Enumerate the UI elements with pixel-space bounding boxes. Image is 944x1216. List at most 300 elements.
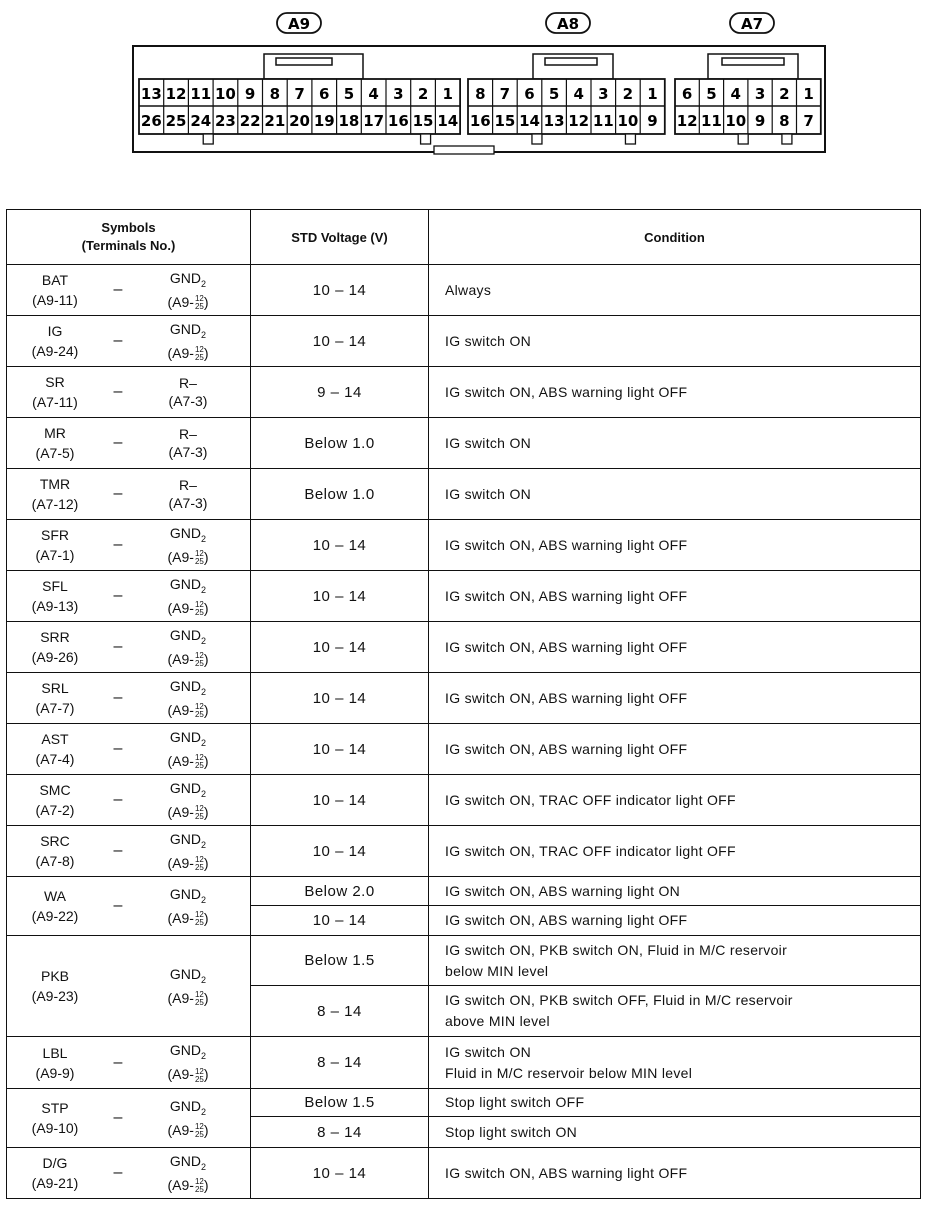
pin-number: 10 <box>725 112 747 130</box>
ground-base: GND <box>169 1152 202 1169</box>
signal-name: BAT <box>41 272 69 288</box>
ground-terminal-suffix: ) <box>203 293 209 310</box>
reference-terminal <box>133 575 243 617</box>
condition-cell <box>429 316 921 367</box>
signal-terminal <box>7 474 103 514</box>
dash-separator: – <box>113 587 123 604</box>
fraction-bottom: 25 <box>194 863 204 873</box>
pin-number: 19 <box>313 112 335 130</box>
signal-terminal <box>7 270 103 310</box>
condition-line: IG switch ON, ABS warning light OFF <box>445 912 688 928</box>
condition-line: IG switch ON, ABS warning light OFF <box>445 383 688 400</box>
condition-line: IG switch ON, PKB switch ON, Fluid in M/C reservoir <box>445 941 788 958</box>
signal-terminal-number: (A7-8) <box>35 853 75 869</box>
reference-terminal <box>133 677 243 719</box>
ground-name <box>133 885 243 909</box>
std-voltage-cell: 8 – 14 <box>251 1037 429 1089</box>
pin-number: 2 <box>417 85 429 103</box>
symbol-pair <box>7 1089 250 1147</box>
ground-base: GND <box>169 1042 202 1059</box>
condition-line: above MIN level <box>445 1013 550 1029</box>
signal-name: SRC <box>40 833 70 849</box>
condition-line: IG switch ON, ABS warning light OFF <box>445 1164 688 1181</box>
ground-terminal-number <box>133 803 243 821</box>
ground-subscript: 2 <box>201 839 207 850</box>
fraction-bottom: 25 <box>194 761 204 771</box>
std-voltage-cell: Below 1.0 <box>251 418 429 469</box>
signal-terminal-number: (A9-13) <box>31 598 79 614</box>
condition-cell <box>429 826 921 877</box>
condition-line: IG switch ON, TRAC OFF indicator light OFF <box>445 791 736 808</box>
signal-terminal <box>7 627 103 667</box>
ground-terminal-prefix: (A9- <box>167 989 194 1006</box>
fraction-top: 12 <box>194 1066 204 1076</box>
connector-key-tab <box>532 134 542 144</box>
pin-number: 12 <box>676 112 698 130</box>
ground-terminal-prefix: (A9- <box>167 909 194 926</box>
condition-cell <box>429 986 921 1037</box>
condition-cell <box>429 906 921 936</box>
std-voltage-cell: 8 – 14 <box>251 986 429 1037</box>
terminal-voltage-table <box>6 209 921 1199</box>
condition-cell <box>429 673 921 724</box>
ground-terminal-fraction <box>195 1068 204 1084</box>
ground-terminal-number <box>133 1176 243 1194</box>
connector-label: A8 <box>556 15 580 33</box>
symbol-cell <box>7 775 251 826</box>
fraction-bottom: 25 <box>194 659 204 669</box>
connector-bottom-latch <box>434 146 494 154</box>
ground-name <box>133 575 243 599</box>
signal-terminal <box>7 831 103 871</box>
ground-terminal-suffix: ) <box>203 752 209 769</box>
reference-terminal <box>133 728 243 770</box>
std-voltage-cell: 10 – 14 <box>251 906 429 936</box>
reference-terminal <box>133 1041 243 1083</box>
std-voltage-cell: 10 – 14 <box>251 520 429 571</box>
symbol-cell <box>7 826 251 877</box>
signal-terminal-number: (A9-9) <box>35 1064 75 1081</box>
ground-base: GND <box>169 779 202 796</box>
reference-terminal <box>133 965 243 1007</box>
signal-terminal-number: (A9-21) <box>31 1175 79 1191</box>
fraction-bottom: 25 <box>194 353 204 363</box>
ground-terminal-number <box>133 650 243 668</box>
condition-cell <box>429 367 921 418</box>
pin-number: 5 <box>706 85 717 103</box>
fraction-top: 12 <box>194 294 204 304</box>
ground-name <box>133 626 243 650</box>
symbol-pair <box>7 265 250 315</box>
pin-number: 10 <box>617 112 639 130</box>
fraction-top: 12 <box>194 345 204 355</box>
fraction-top: 12 <box>194 1177 204 1187</box>
ground-subscript: 2 <box>201 1161 207 1172</box>
dash-separator: – <box>113 689 123 706</box>
std-voltage-cell: Below 2.0 <box>251 877 429 906</box>
ground-subscript: 2 <box>201 635 207 646</box>
ground-name <box>133 779 243 803</box>
fraction-top: 12 <box>194 910 204 920</box>
ground-terminal-prefix: (A9- <box>167 1121 194 1138</box>
condition-line: IG switch ON, TRAC OFF indicator light OFF <box>445 842 736 859</box>
ground-subscript: 2 <box>201 686 207 697</box>
pin-number: 14 <box>437 112 459 130</box>
symbol-cell <box>7 1148 251 1199</box>
pin-number: 2 <box>622 85 634 103</box>
pin-number: 3 <box>598 85 609 103</box>
condition-cell <box>429 265 921 316</box>
reference-terminal <box>133 1152 243 1194</box>
symbols-header-line1: Symbols <box>101 220 156 235</box>
signal-terminal-number: (A7-5) <box>35 445 75 461</box>
ground-subscript: 2 <box>201 584 207 595</box>
signal-terminal <box>7 576 103 616</box>
signal-terminal-number: (A7-11) <box>32 394 78 410</box>
std-voltage-cell: 10 – 14 <box>251 1148 429 1199</box>
condition-cell <box>429 418 921 469</box>
ground-subscript: 2 <box>201 278 207 289</box>
ground-terminal-prefix: (A9- <box>167 1066 194 1083</box>
condition-line: IG switch ON, ABS warning light OFF <box>445 638 688 655</box>
pin-number: 14 <box>519 112 540 130</box>
reference-terminal <box>133 269 243 311</box>
table-row <box>7 418 921 469</box>
pin-number: 8 <box>779 112 790 130</box>
signal-name: STP <box>41 1100 69 1116</box>
symbol-cell <box>7 571 251 622</box>
symbol-pair <box>7 673 250 723</box>
fraction-bottom: 25 <box>194 710 204 720</box>
pin-number: 9 <box>244 85 256 103</box>
ground-terminal-suffix: ) <box>203 599 209 616</box>
condition-cell <box>429 520 921 571</box>
pin-number: 17 <box>363 112 385 130</box>
condition-line: Fluid in M/C reservoir below MIN level <box>445 1064 693 1081</box>
condition-line: Always <box>445 281 492 298</box>
connector-key-tab <box>625 134 635 144</box>
fraction-top: 12 <box>194 651 204 661</box>
connector-key-tab <box>203 134 213 144</box>
signal-terminal-number: (A7-7) <box>35 700 75 716</box>
ground-subscript: 2 <box>201 788 207 799</box>
std-voltage-cell: 10 – 14 <box>251 316 429 367</box>
signal-terminal <box>7 886 103 926</box>
dash-separator: – <box>113 1164 123 1181</box>
symbol-cell <box>7 418 251 469</box>
table-row <box>7 520 921 571</box>
symbol-cell <box>7 877 251 936</box>
ground-terminal-prefix: (A9- <box>167 752 194 769</box>
reference-terminal <box>133 425 243 461</box>
ground-name <box>133 1152 243 1176</box>
condition-cell <box>429 469 921 520</box>
pin-number: 1 <box>647 85 658 103</box>
signal-terminal-number: (A9-10) <box>31 1120 79 1136</box>
condition-header: Condition <box>429 210 921 265</box>
reference-terminal <box>133 626 243 668</box>
ground-name <box>133 320 243 344</box>
symbol-cell <box>7 367 251 418</box>
std-voltage-cell: 9 – 14 <box>251 367 429 418</box>
reference-terminal <box>133 1097 243 1139</box>
pin-number: 3 <box>754 85 766 103</box>
std-voltage-cell: 10 – 14 <box>251 673 429 724</box>
signal-terminal <box>7 678 103 718</box>
fraction-bottom: 25 <box>194 918 204 928</box>
reference-terminal-number: (A7-3) <box>168 444 208 460</box>
signal-name: AST <box>41 731 69 747</box>
fraction-bottom: 25 <box>194 557 204 567</box>
ground-name <box>133 269 243 293</box>
ground-terminal-number <box>133 854 243 872</box>
dash-separator: – <box>113 332 123 349</box>
ground-terminal-number <box>133 548 243 566</box>
condition-line: IG switch ON, ABS warning light OFF <box>445 587 688 604</box>
condition-line: IG switch ON <box>445 1043 532 1060</box>
dash-separator: – <box>113 897 123 914</box>
reference-terminal <box>133 779 243 821</box>
ground-terminal-fraction <box>195 601 204 617</box>
symbol-cell <box>7 673 251 724</box>
ground-terminal-fraction <box>195 911 204 927</box>
signal-terminal <box>7 321 103 361</box>
ground-terminal-prefix: (A9- <box>167 701 194 718</box>
reference-name: R– <box>179 477 197 493</box>
symbol-pair <box>7 826 250 876</box>
std-voltage-cell: 10 – 14 <box>251 571 429 622</box>
ground-subscript: 2 <box>201 533 207 544</box>
ground-base: GND <box>169 1097 202 1114</box>
table-row <box>7 1037 921 1089</box>
ground-terminal-suffix: ) <box>203 650 209 667</box>
ground-terminal-fraction <box>195 703 204 719</box>
reference-terminal <box>133 374 243 410</box>
symbol-pair <box>7 775 250 825</box>
symbol-pair <box>7 571 250 621</box>
fraction-top: 12 <box>194 600 204 610</box>
table-row <box>7 936 921 986</box>
fraction-top: 12 <box>194 549 204 559</box>
signal-terminal-number: (A9-24) <box>31 343 79 359</box>
dash-separator: – <box>113 536 123 553</box>
ground-name <box>133 1097 243 1121</box>
ground-subscript: 2 <box>201 974 207 985</box>
ground-terminal-number <box>133 599 243 617</box>
table-row <box>7 775 921 826</box>
pin-number: 23 <box>215 112 236 130</box>
ground-terminal-prefix: (A9- <box>167 344 194 361</box>
table-header-row <box>7 210 921 265</box>
signal-name: D/G <box>42 1155 68 1171</box>
condition-line: IG switch ON <box>445 332 532 349</box>
pin-number: 6 <box>524 85 535 103</box>
ground-base: GND <box>169 965 202 982</box>
ground-terminal-fraction <box>195 295 204 311</box>
signal-name: TMR <box>39 476 71 492</box>
reference-name: R– <box>179 426 197 442</box>
ground-terminal-prefix: (A9- <box>167 599 194 616</box>
ground-terminal-suffix: ) <box>203 854 209 871</box>
dash-separator: – <box>113 842 123 859</box>
ground-base: GND <box>169 830 202 847</box>
pin-number: 5 <box>548 85 560 103</box>
pin-number: 7 <box>294 85 305 103</box>
symbol-cell <box>7 936 251 1037</box>
symbol-pair <box>7 1037 250 1088</box>
ground-base: GND <box>169 677 202 694</box>
symbol-pair <box>7 936 250 1036</box>
condition-cell <box>429 877 921 906</box>
ground-subscript: 2 <box>201 1106 207 1117</box>
pin-number: 2 <box>779 85 790 103</box>
pin-number: 8 <box>475 85 486 103</box>
fraction-top: 12 <box>194 1122 204 1132</box>
ground-terminal-prefix: (A9- <box>167 854 194 871</box>
symbol-pair <box>7 622 250 672</box>
pin-number: 4 <box>730 85 741 103</box>
connector-label: A9 <box>287 15 311 33</box>
signal-terminal-number: (A7-12) <box>31 496 79 512</box>
ground-subscript: 2 <box>201 737 207 748</box>
ground-name <box>133 728 243 752</box>
pin-number: 4 <box>368 85 379 103</box>
signal-name: SRR <box>40 629 70 645</box>
pin-number: 12 <box>165 85 187 103</box>
ground-terminal-prefix: (A9- <box>167 1176 194 1193</box>
signal-terminal <box>7 729 103 769</box>
symbols-header-line2: (Terminals No.) <box>81 238 176 253</box>
symbol-cell <box>7 622 251 673</box>
pin-number: 7 <box>499 85 511 103</box>
signal-name: LBL <box>42 1044 68 1061</box>
std-voltage-cell: 10 – 14 <box>251 622 429 673</box>
dash-separator: – <box>113 791 123 808</box>
ground-terminal-number <box>133 293 243 311</box>
ground-terminal-fraction <box>195 346 204 362</box>
pin-number: 8 <box>269 85 281 103</box>
signal-terminal-number: (A9-22) <box>31 908 79 924</box>
signal-terminal <box>7 1098 103 1138</box>
pin-number: 13 <box>140 85 162 103</box>
signal-terminal <box>7 966 103 1006</box>
dash-separator: – <box>113 1053 123 1071</box>
pin-number: 15 <box>494 112 516 130</box>
condition-line: Stop light switch OFF <box>445 1094 585 1110</box>
signal-terminal-number: (A7-4) <box>35 751 75 767</box>
table-row <box>7 673 921 724</box>
ground-terminal-suffix: ) <box>203 344 209 361</box>
ground-base: GND <box>169 269 202 286</box>
symbol-pair <box>7 1148 250 1198</box>
connector-diagram <box>0 0 944 200</box>
symbol-cell <box>7 316 251 367</box>
ground-name <box>133 965 243 989</box>
pin-number: 9 <box>754 112 766 130</box>
signal-terminal <box>7 423 103 463</box>
ground-terminal-fraction <box>195 991 204 1007</box>
ground-terminal-suffix: ) <box>203 701 209 718</box>
reference-terminal <box>133 476 243 512</box>
std-voltage-cell: 10 – 14 <box>251 265 429 316</box>
ground-subscript: 2 <box>201 329 207 340</box>
symbol-cell <box>7 520 251 571</box>
pin-number: 11 <box>190 85 212 103</box>
dash-separator: – <box>113 1109 123 1126</box>
symbol-cell <box>7 724 251 775</box>
pin-number: 6 <box>681 85 693 103</box>
ground-base: GND <box>169 728 202 745</box>
signal-terminal <box>7 372 103 412</box>
condition-cell <box>429 1037 921 1089</box>
ground-terminal-number <box>133 701 243 719</box>
pin-number: 15 <box>412 112 434 130</box>
dash-separator: – <box>113 434 123 451</box>
pin-number: 10 <box>215 85 236 103</box>
condition-line: below MIN level <box>445 962 549 979</box>
std-voltage-cell: 10 – 14 <box>251 826 429 877</box>
signal-name: SR <box>45 374 65 390</box>
table-row <box>7 724 921 775</box>
connector-label: A7 <box>740 15 764 33</box>
signal-terminal <box>7 780 103 820</box>
table-row <box>7 469 921 520</box>
symbol-cell <box>7 265 251 316</box>
condition-line: IG switch ON, ABS warning light ON <box>445 882 681 899</box>
dash-separator: – <box>113 740 123 757</box>
signal-terminal-number: (A7-2) <box>35 802 75 818</box>
symbol-pair <box>7 316 250 366</box>
pin-number: 16 <box>387 112 409 130</box>
fraction-top: 12 <box>194 855 204 865</box>
reference-terminal <box>133 524 243 566</box>
symbols-header <box>7 210 251 265</box>
fraction-bottom: 25 <box>194 608 204 618</box>
condition-line: IG switch ON <box>445 434 532 451</box>
signal-terminal <box>7 1153 103 1193</box>
symbol-pair <box>7 724 250 774</box>
ground-terminal-fraction <box>195 550 204 566</box>
dash-separator: – <box>113 281 123 298</box>
pin-number: 3 <box>393 85 404 103</box>
ground-terminal-suffix: ) <box>203 1176 209 1193</box>
ground-terminal-suffix: ) <box>203 989 209 1006</box>
ground-name <box>133 830 243 854</box>
pin-number: 5 <box>343 85 355 103</box>
condition-line: IG switch ON, PKB switch OFF, Fluid in M/C reservoir <box>445 992 793 1008</box>
ground-terminal-number <box>133 1065 243 1083</box>
symbol-cell <box>7 1037 251 1089</box>
condition-cell <box>429 1117 921 1148</box>
ground-base: GND <box>169 626 202 643</box>
ground-base: GND <box>169 575 202 592</box>
pin-number: 6 <box>319 85 330 103</box>
signal-terminal <box>7 525 103 565</box>
std-voltage-cell: Below 1.0 <box>251 469 429 520</box>
pin-number: 22 <box>239 112 261 130</box>
ground-terminal-suffix: ) <box>203 1121 209 1138</box>
pin-number: 18 <box>338 112 360 130</box>
signal-name: IG <box>47 323 63 339</box>
connector-key-tab <box>782 134 792 144</box>
table-row <box>7 316 921 367</box>
ground-terminal-fraction <box>195 754 204 770</box>
ground-terminal-prefix: (A9- <box>167 650 194 667</box>
ground-terminal-number <box>133 1121 243 1139</box>
condition-cell <box>429 571 921 622</box>
ground-name <box>133 677 243 701</box>
reference-terminal-number: (A7-3) <box>168 495 208 511</box>
